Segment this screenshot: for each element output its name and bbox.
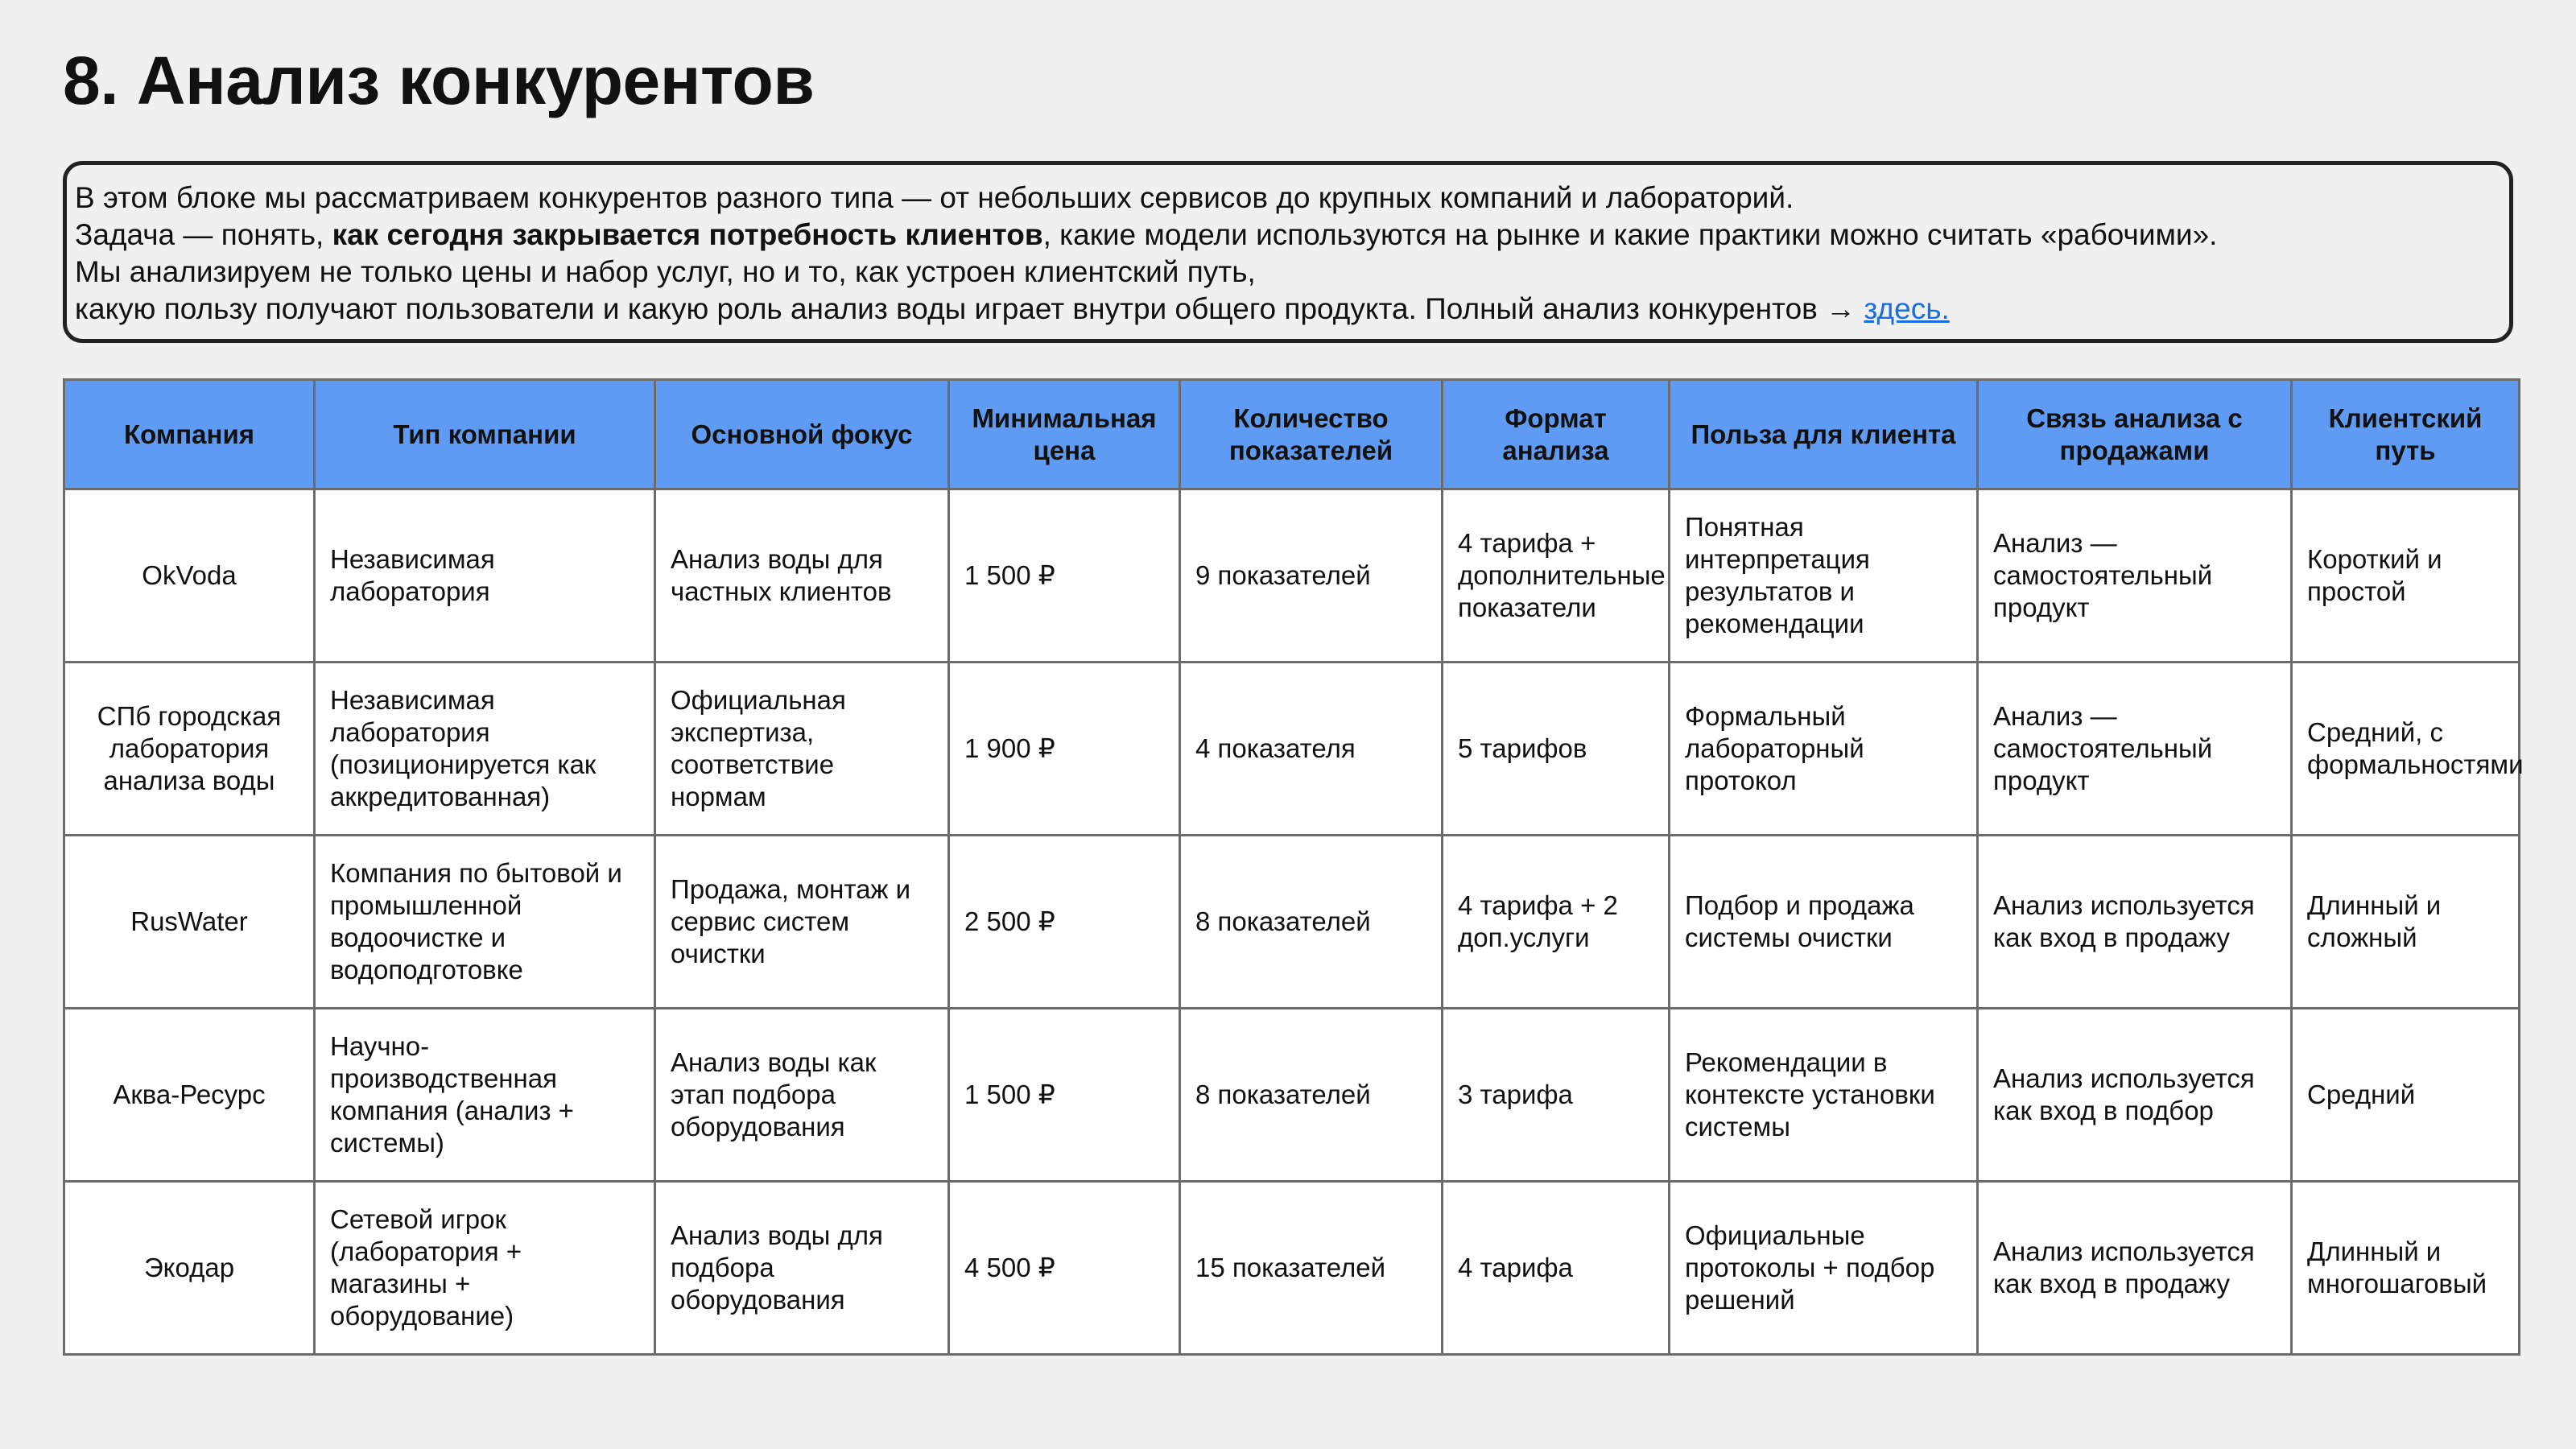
header-client-journey: Клиентский путь [2292,380,2520,489]
header-company: Компания [64,380,315,489]
intro-line-4-text: какую пользу получают пользователи и какую роль анализ воды играет внутри общего продукта. Полный анализ конкурентов → [75,292,1864,325]
cell-client-benefit: Подбор и продажа системы очистки [1670,836,1978,1009]
cell-main-focus: Анализ воды как этап подбора оборудования [655,1009,949,1182]
cell-company-type: Компания по бытовой и промышленной водоочистке и водоподготовке [315,836,655,1009]
table-row [64,1009,2520,1182]
intro-line-1: В этом блоке мы рассматриваем конкурентов разного типа — от небольших сервисов до крупных компаний и лабораторий. [75,181,1794,214]
cell-client-journey: Средний [2292,1009,2520,1182]
page-title: 8. Анализ конкурентов [63,43,815,118]
intro-line-2-emphasis: как сегодня закрывается потребность клиентов [332,218,1043,251]
cell-sales-link: Анализ — самостоятельный продукт [1978,663,2292,836]
intro-line-2 [75,217,2501,254]
header-company-type: Тип компании [315,380,655,489]
cell-indicator-count: 4 показателя [1180,663,1443,836]
cell-main-focus: Анализ воды для подбора оборудования [655,1182,949,1355]
cell-company-type: Независимая лаборатория [315,489,655,663]
cell-client-benefit: Рекомендации в контексте установки системы [1670,1009,1978,1182]
cell-main-focus: Продажа, монтаж и сервис систем очистки [655,836,949,1009]
cell-min-price: 1 900 ₽ [949,663,1180,836]
competitors-table [63,378,2524,1356]
cell-indicator-count: 9 показателей [1180,489,1443,663]
cell-company: СПб городская лаборатория анализа воды [64,663,315,836]
header-min-price: Минимальная цена [949,380,1180,489]
header-client-benefit: Польза для клиента [1670,380,1978,489]
cell-client-benefit: Официальные протоколы + подбор решений [1670,1182,1978,1355]
cell-company: OkVoda [64,489,315,663]
table-row [64,489,2520,663]
intro-line-3: Мы анализируем не только цены и набор услуг, но и то, как устроен клиентский путь, [75,255,1256,288]
cell-main-focus: Официальная экспертиза, соответствие нормам [655,663,949,836]
cell-analysis-format: 3 тарифа [1443,1009,1670,1182]
cell-client-journey: Длинный и многошаговый [2292,1182,2520,1355]
cell-min-price: 1 500 ₽ [949,489,1180,663]
cell-company-type: Сетевой игрок (лаборатория + магазины + оборудование) [315,1182,655,1355]
cell-min-price: 1 500 ₽ [949,1009,1180,1182]
header-main-focus: Основной фокус [655,380,949,489]
cell-client-benefit: Понятная интерпретация результатов и рекомендации [1670,489,1978,663]
cell-analysis-format: 4 тарифа [1443,1182,1670,1355]
cell-indicator-count: 8 показателей [1180,1009,1443,1182]
cell-min-price: 2 500 ₽ [949,836,1180,1009]
cell-company-type: Научно-производственная компания (анализ + системы) [315,1009,655,1182]
cell-analysis-format: 4 тарифа + 2 доп.услуги [1443,836,1670,1009]
cell-company: RusWater [64,836,315,1009]
cell-company-type: Независимая лаборатория (позиционируется как аккредитованная) [315,663,655,836]
header-indicator-count: Количество показателей [1180,380,1443,489]
cell-analysis-format: 4 тарифа + дополнительные показатели [1443,489,1670,663]
intro-box [63,161,2513,343]
intro-line-2-end: , какие модели используются на рынке и какие практики можно считать «рабочими». [1042,218,2218,251]
cell-client-journey: Длинный и сложный [2292,836,2520,1009]
cell-sales-link: Анализ — самостоятельный продукт [1978,489,2292,663]
cell-indicator-count: 15 показателей [1180,1182,1443,1355]
table-header-row [64,380,2520,489]
cell-client-journey: Средний, с формальностями [2292,663,2520,836]
cell-sales-link: Анализ используется как вход в продажу [1978,836,2292,1009]
cell-client-benefit: Формальный лабораторный протокол [1670,663,1978,836]
header-analysis-format: Формат анализа [1443,380,1670,489]
table-row [64,1182,2520,1355]
cell-company: Экодар [64,1182,315,1355]
table-row [64,663,2520,836]
cell-sales-link: Анализ используется как вход в продажу [1978,1182,2292,1355]
table-row [64,836,2520,1009]
intro-line-2-start: Задача — понять, [75,218,332,251]
intro-line-4 [75,291,2501,328]
header-sales-link: Связь анализа с продажами [1978,380,2292,489]
full-analysis-link[interactable]: здесь. [1864,292,1950,325]
cell-client-journey: Короткий и простой [2292,489,2520,663]
cell-company: Аква-Ресурс [64,1009,315,1182]
cell-sales-link: Анализ используется как вход в подбор [1978,1009,2292,1182]
cell-main-focus: Анализ воды для частных клиентов [655,489,949,663]
cell-indicator-count: 8 показателей [1180,836,1443,1009]
cell-min-price: 4 500 ₽ [949,1182,1180,1355]
cell-analysis-format: 5 тарифов [1443,663,1670,836]
